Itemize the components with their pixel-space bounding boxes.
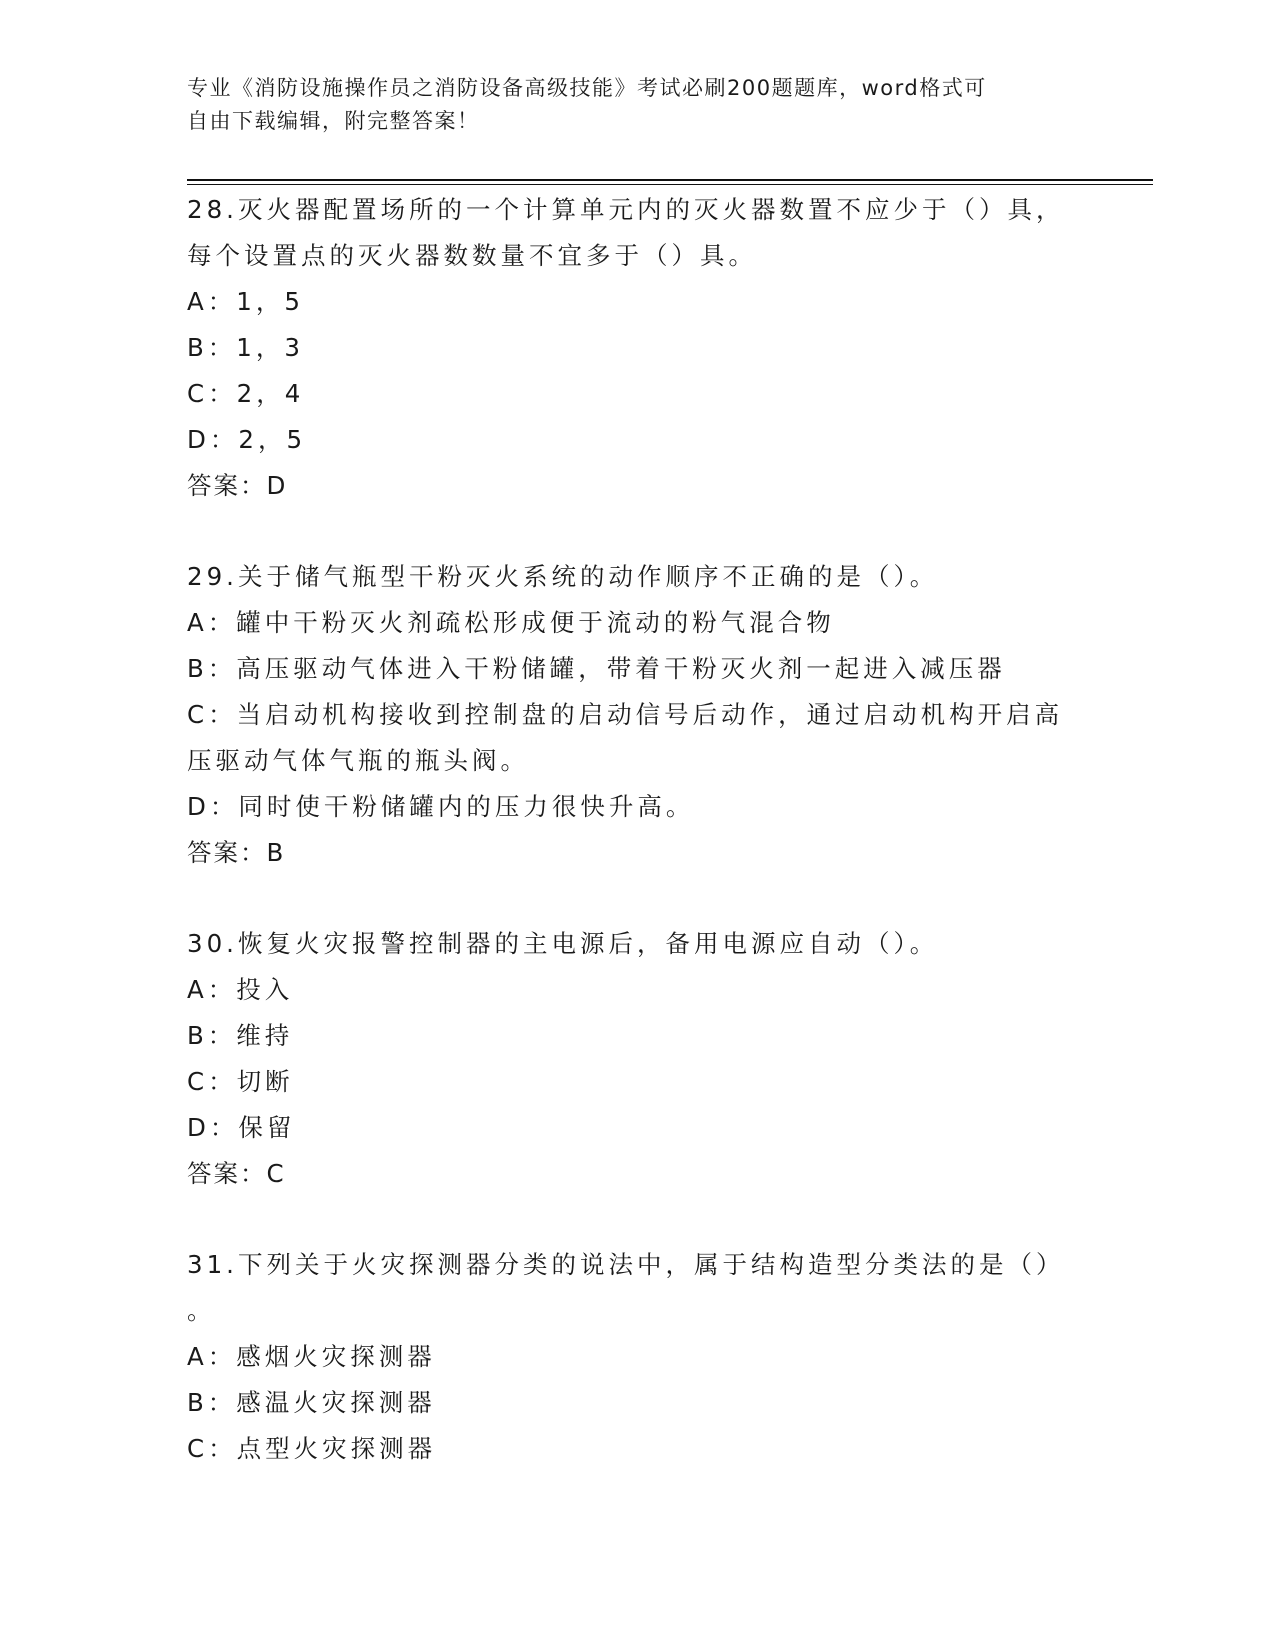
header-line-2: 自由下载编辑，附完整答案！	[187, 109, 480, 133]
question-stem-continued: 每个设置点的灭火器数数量不宜多于（）具。	[187, 241, 757, 270]
option-c: C：点型火灾探测器	[187, 1434, 437, 1463]
question-spacer	[187, 509, 1087, 554]
option-b: B：感温火灾探测器	[187, 1388, 436, 1417]
option-c: C：当启动机构接收到控制盘的启动信号后动作，通过启动机构开启高	[187, 700, 1064, 729]
question-list	[187, 187, 1087, 1472]
question-stem-continued: 。	[187, 1296, 216, 1325]
header-divider-thick	[187, 179, 1153, 181]
option-a: A：感烟火灾探测器	[187, 1342, 436, 1371]
question-29	[187, 554, 1087, 876]
header-line-1: 专业《消防设施操作员之消防设备高级技能》考试必刷200题题库，word格式可	[187, 76, 987, 100]
option-d: D：2，5	[187, 425, 307, 454]
option-c: C：2，4	[187, 379, 305, 408]
option-a: A：投入	[187, 975, 294, 1004]
question-spacer	[187, 1197, 1087, 1242]
question-stem: 31.下列关于火灾探测器分类的说法中，属于结构造型分类法的是（）	[187, 1250, 1065, 1279]
header-divider-thin	[187, 184, 1153, 185]
option-b: B：维持	[187, 1021, 294, 1050]
answer-text: 答案：D	[187, 471, 288, 500]
answer-text: 答案：B	[187, 838, 286, 867]
question-spacer	[187, 876, 1087, 921]
option-a: A：罐中干粉灭火剂疏松形成便于流动的粉气混合物	[187, 608, 835, 637]
document-header	[187, 72, 1067, 138]
question-stem: 29.关于储气瓶型干粉灭火系统的动作顺序不正确的是（）。	[187, 562, 939, 591]
option-b: B：高压驱动气体进入干粉储罐，带着干粉灭火剂一起进入减压器	[187, 654, 1006, 683]
option-d: D：保留	[187, 1113, 296, 1142]
question-28	[187, 187, 1087, 509]
option-d: D：同时使干粉储罐内的压力很快升高。	[187, 792, 695, 821]
option-c: C：切断	[187, 1067, 294, 1096]
question-stem: 30.恢复火灾报警控制器的主电源后，备用电源应自动（）。	[187, 929, 939, 958]
question-stem: 28.灭火器配置场所的一个计算单元内的灭火器数置不应少于（）具，	[187, 195, 1065, 224]
question-31	[187, 1242, 1087, 1472]
option-b: B：1，3	[187, 333, 304, 362]
option-a: A：1，5	[187, 287, 304, 316]
answer-text: 答案：C	[187, 1159, 286, 1188]
option-c-continued: 压驱动气体气瓶的瓶头阀。	[187, 746, 529, 775]
question-30	[187, 921, 1087, 1197]
